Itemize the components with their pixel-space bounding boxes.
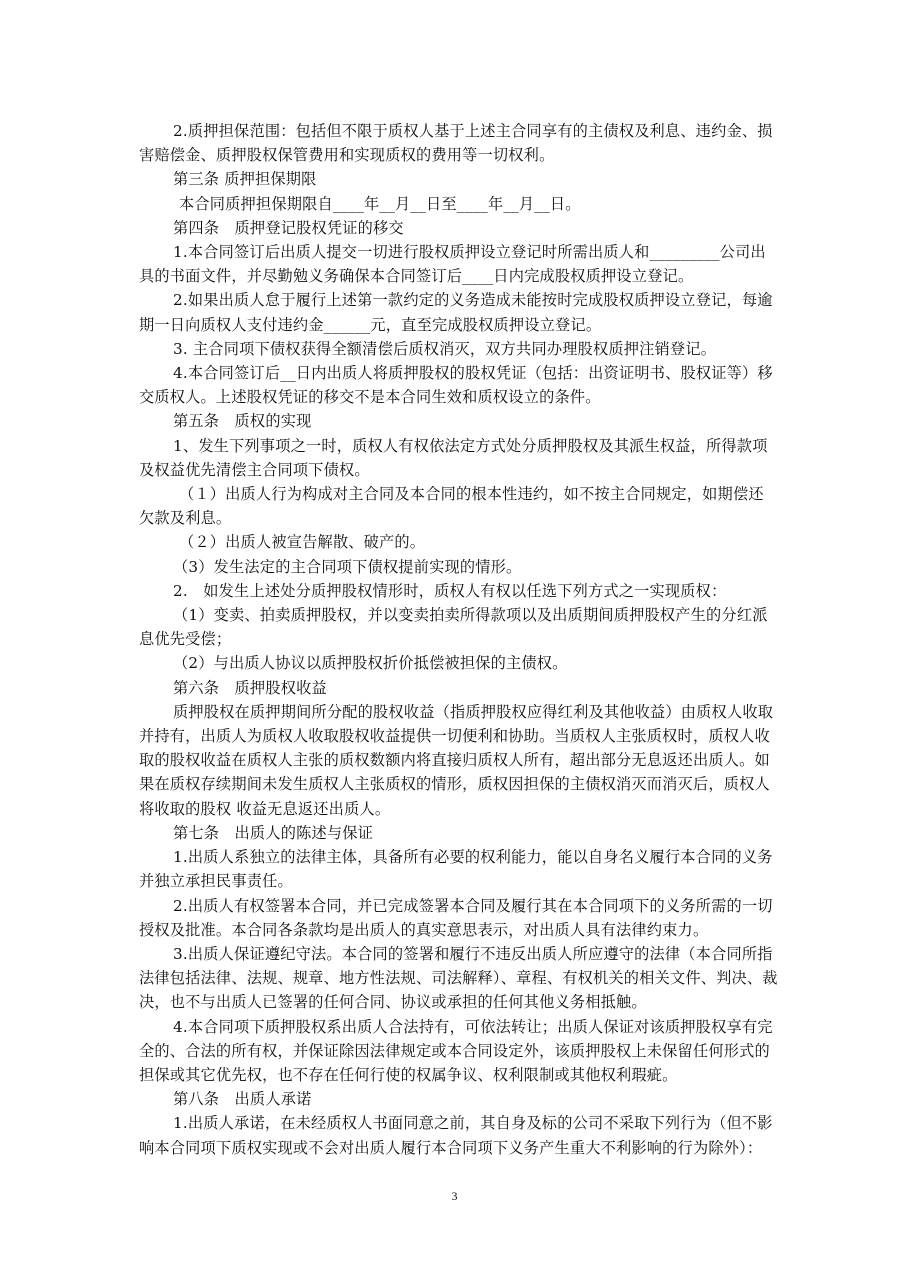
paragraph: 第四条 质押登记股权凭证的移交: [173, 218, 404, 237]
paragraph: 4.本合同签订后__日内出质人将质押股权的股权凭证（包括：出资证明书、股权证等）移交质权人。上述股权凭证的移交不是本合同生效和质权设立的条件。: [139, 364, 773, 407]
paragraph: 1.出质人承诺，在未经质权人书面同意之前，其自身及标的公司不采取下列行为（但不影响本合同项下质权实现或不会对出质人履行本合同项下义务产生重大不利影响的行为除外）：: [139, 1114, 773, 1157]
paragraph: 2.质押担保范围：包括但不限于质权人基于上述主合同享有的主债权及利息、违约金、损害赔偿金、质押股权保管费用和实现质权的费用等一切权利。: [139, 122, 773, 165]
paragraph: 质押股权在质押期间所分配的股权收益（指质押股权应得红利及其他收益）由质权人收取并持有，出质人为质权人收取股权收益提供一切便利和协助。当质权人主张质权时，质权人收取的股权收益在质权人主张的质权数额内将直接归质权人所有，超出部分无息返还出质人。如果在质权存续期间未发生质权人主张质权的情形，质权因担保的主债权消灭而消灭后，质权人将收取的股权 收益无息返还出质人。: [139, 702, 774, 818]
paragraph: 第六条 质押股权收益: [173, 678, 327, 697]
paragraph: 2.如果出质人怠于履行上述第一款约定的义务造成未能按时完成股权质押设立登记，每逾期一日向质权人支付违约金______元，直至完成股权质押设立登记。: [139, 291, 773, 334]
paragraph: 第五条 质权的实现: [173, 412, 312, 431]
paragraph: 本合同质押担保期限自____年__月__日至____年__月__日。: [179, 194, 581, 213]
paragraph: 1.本合同签订后出质人提交一切进行股权质押设立登记时所需出质人和_________公司出具的书面文件，并尽勤勉义务确保本合同签订后____日内完成股权质押设立登记。: [139, 243, 766, 286]
paragraph: 1.出质人系独立的法律主体，具备所有必要的权利能力，能以自身名义履行本合同的义务并独立承担民事责任。: [139, 848, 773, 891]
paragraph: （２）出质人被宣告解散、破产的。: [179, 533, 426, 552]
paragraph: 1、发生下列事项之一时，质权人有权依法定方式处分质押股权及其派生权益，所得款项及权益优先清偿主合同项下债权。: [139, 436, 768, 479]
paragraph: 3. 主合同项下债权获得全额清偿后质权消灭，双方共同办理股权质押注销登记。: [173, 339, 717, 358]
document-body: [139, 119, 779, 1160]
paragraph: （1）变卖、拍卖质押股权，并以变卖拍卖所得款项以及出质期间质押股权产生的分红派息优先受偿；: [139, 606, 768, 649]
paragraph: 2. 如发生上述处分质押股权情形时，质权人有权以任选下列方式之一实现质权：: [173, 581, 727, 600]
paragraph: 2.出质人有权签署本合同，并已完成签署本合同及履行其在本合同项下的义务所需的一切授权及批准。本合同各条款均是出质人的真实意思表示，对出质人具有法律约束力。: [139, 896, 773, 939]
paragraph: 第三条 质押担保期限: [173, 170, 317, 189]
paragraph: 3.出质人保证遵纪守法。本合同的签署和履行不违反出质人所应遵守的法律（本合同所指法律包括法律、法规、规章、地方性法规、司法解释）、章程、有权机关的相关文件、判决、裁决，也不与出质人已签署的任何合同、协议或承担的任何其他义务相抵触。: [139, 944, 778, 1012]
paragraph: 第七条 出质人的陈述与保证: [173, 823, 374, 842]
paragraph: （2）与出质人协议以质押股权折价抵偿被担保的主债权。: [173, 654, 568, 673]
paragraph: 4.本合同项下质押股权系出质人合法持有，可依法转让；出质人保证对该质押股权享有完全的、合法的所有权，并保证除因法律规定或本合同设定外，该质押股权上未保留任何形式的担保或其它优先权，也不存在任何行使的权属争议、权利限制或其他权利瑕疵。: [139, 1017, 773, 1084]
page-number: 3: [451, 1189, 458, 1203]
paragraph: （１）出质人行为构成对主合同及本合同的根本性违约，如不按主合同规定，如期偿还欠款及利息。: [139, 485, 764, 528]
paragraph: （3）发生法定的主合同项下债权提前实现的情形。: [173, 557, 522, 576]
paragraph: 第八条 出质人承诺: [173, 1090, 312, 1109]
